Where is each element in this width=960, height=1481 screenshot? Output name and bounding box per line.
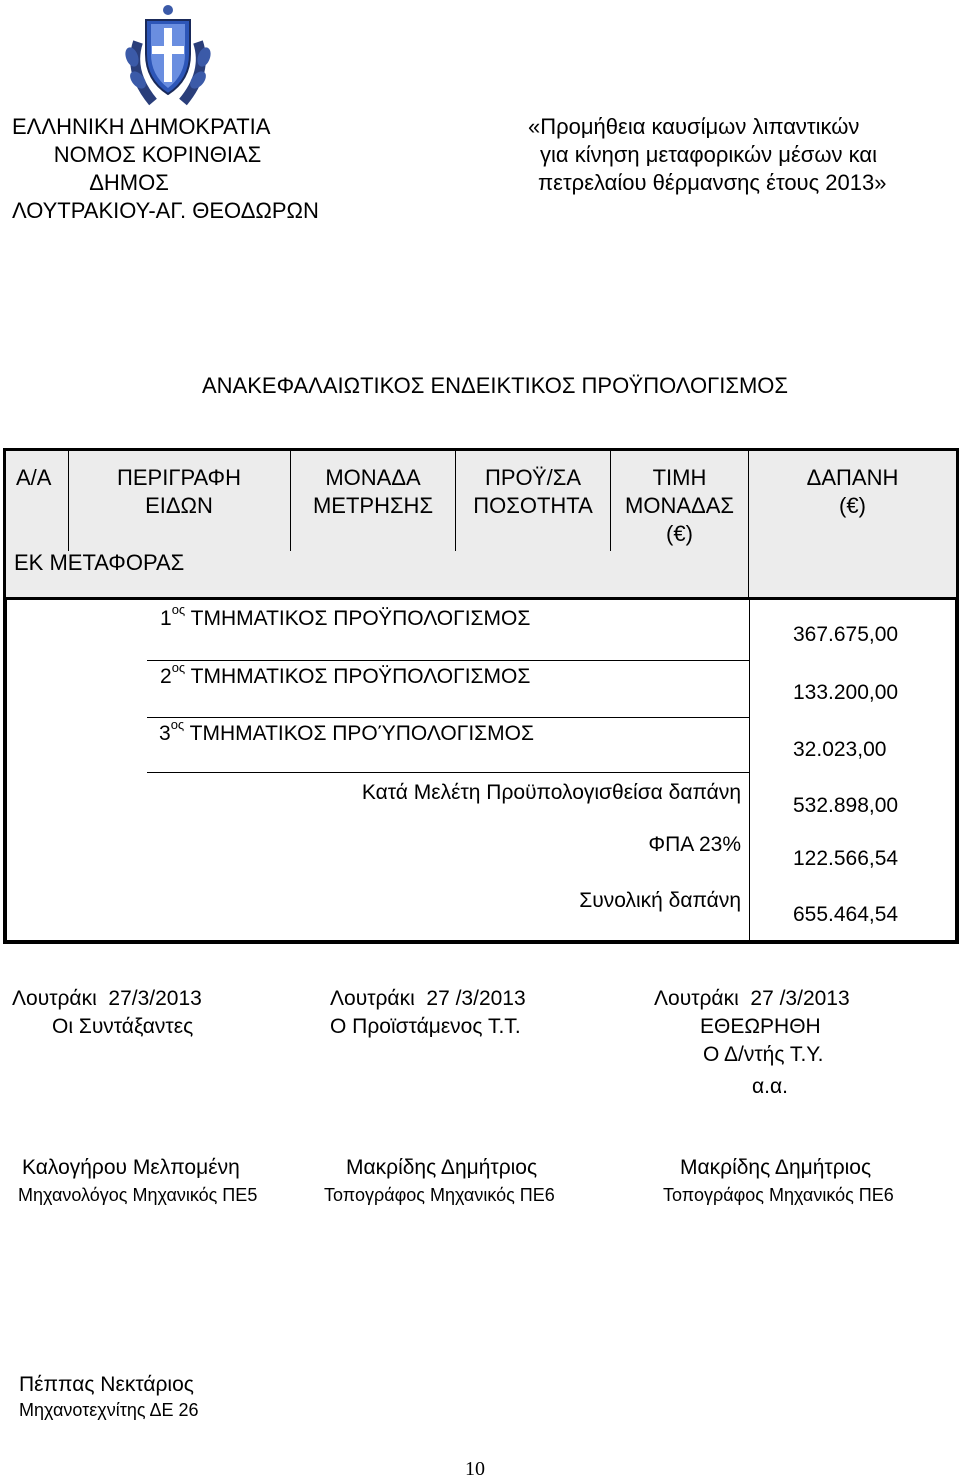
sig1-role: Οι Συντάξαντες bbox=[52, 1015, 194, 1038]
section-2-num: 2 bbox=[160, 665, 172, 688]
col-desc bbox=[69, 464, 289, 520]
sig1-title: Μηχανολόγος Μηχανικός ΠΕ5 bbox=[18, 1185, 258, 1205]
sig2-place-date: Λουτράκι 27 /3/2013 bbox=[330, 987, 526, 1010]
col-qty-line-1: ΠΡΟΫ/ΣΑ bbox=[484, 465, 582, 490]
col-ek: ΕΚ ΜΕΤΑΦΟΡΑΣ bbox=[14, 550, 185, 575]
header-left-line-3: ΔΗΜΟΣ bbox=[89, 170, 169, 195]
sig3-place-date: Λουτράκι 27 /3/2013 bbox=[654, 987, 850, 1010]
section-3-value: 32.023,00 bbox=[793, 738, 887, 761]
section-1-num: 1 bbox=[160, 607, 172, 630]
total-label-study: Κατά Μελέτη Προϋπολογισθείσα δαπάνη bbox=[361, 781, 741, 804]
sig3-title: Τοπογράφος Μηχανικός ΠΕ6 bbox=[663, 1185, 894, 1205]
header-right-line-2: για κίνηση μεταφορικών μέσων και bbox=[540, 142, 877, 167]
col-unit bbox=[291, 464, 455, 520]
header-left bbox=[0, 113, 319, 225]
header-right-line-3: πετρελαίου θέρμανσης έτους 2013» bbox=[538, 170, 887, 195]
col-qty-line-2: ΠΟΣΟΤΗΤΑ bbox=[473, 493, 593, 518]
col-desc-line-2: ΕΙΔΩΝ bbox=[145, 493, 213, 518]
col-unit-line-1: ΜΟΝΑΔΑ bbox=[325, 465, 421, 490]
section-2-label: ΤΜΗΜΑΤΙΚΟΣ ΠΡΟΫΠΟΛΟΓΙΣΜΟΣ bbox=[190, 665, 531, 688]
table-header bbox=[3, 448, 959, 600]
section-1-label: ΤΜΗΜΑΤΙΚΟΣ ΠΡΟΫΠΟΛΟΓΙΣΜΟΣ bbox=[190, 607, 531, 630]
page-title: ΑΝΑΚΕΦΑΛΑΙΩΤΙΚΟΣ ΕΝΔΕΙΚΤΙΚΟΣ ΠΡΟΫΠΟΛΟΓΙΣΜΟΣ bbox=[201, 373, 789, 398]
col-desc-line-1: ΠΕΡΙΓΡΑΦΗ bbox=[117, 465, 241, 490]
sig1-name: Καλογήρου Μελπομένη bbox=[22, 1156, 240, 1179]
sig3-name: Μακρίδης Δημήτριος bbox=[680, 1156, 872, 1179]
section-3-num: 3 bbox=[159, 722, 171, 745]
total-vat-value: 122.566,54 bbox=[793, 847, 899, 870]
header-right-line-1: «Προμήθεια καυσίμων λιπαντικών bbox=[528, 114, 860, 139]
col-price-line-3: (€) bbox=[666, 521, 693, 546]
sig3-role: ΕΘΕΩΡΗΘΗ bbox=[700, 1015, 821, 1038]
col-unit-line-2: ΜΕΤΡΗΣΗΣ bbox=[312, 493, 434, 518]
col-cost-line-1: ΔΑΠΑΝΗ bbox=[806, 465, 899, 490]
section-row-2 bbox=[160, 660, 531, 690]
col-price bbox=[611, 464, 748, 548]
sig4-title: Μηχανοτεχνίτης ΔΕ 26 bbox=[19, 1400, 199, 1420]
col-price-line-1: ΤΙΜΗ bbox=[652, 465, 707, 490]
header-left-line-1: ΕΛΛΗΝΙΚΗ ΔΗΜΟΚΡΑΤΙΑ bbox=[12, 114, 271, 139]
total-label-grand: Συνολική δαπάνη bbox=[579, 889, 741, 912]
col-aa: Α/Α bbox=[16, 465, 52, 490]
section-1-sup: ος bbox=[171, 602, 186, 617]
col-cost bbox=[749, 464, 956, 520]
section-2-sup: ος bbox=[171, 660, 186, 675]
greek-emblem-seal bbox=[118, 2, 218, 112]
sig2-title: Τοπογράφος Μηχανικός ΠΕ6 bbox=[324, 1185, 555, 1205]
section-row-3 bbox=[159, 717, 534, 747]
page-number: 10 bbox=[465, 1458, 485, 1480]
col-price-line-2: ΜΟΝΑΔΑΣ bbox=[625, 493, 734, 518]
sig1-place-date: Λουτράκι 27/3/2013 bbox=[12, 987, 202, 1010]
section-2-value: 133.200,00 bbox=[793, 681, 899, 704]
sig2-role: Ο Προϊστάμενος Τ.Τ. bbox=[330, 1015, 521, 1038]
section-3-label: ΤΜΗΜΑΤΙΚΟΣ ΠΡΟΎΠΟΛΟΓΙΣΜΟΣ bbox=[189, 722, 534, 745]
total-grand-value: 655.464,54 bbox=[793, 903, 899, 926]
sig3-role-2: Ο Δ/ντής Τ.Υ. bbox=[703, 1043, 824, 1066]
section-1-value: 367.675,00 bbox=[793, 623, 899, 646]
total-study-value: 532.898,00 bbox=[793, 794, 899, 817]
sig4-name: Πέππας Νεκτάριος bbox=[19, 1373, 194, 1396]
sig2-name: Μακρίδης Δημήτριος bbox=[346, 1156, 538, 1179]
col-qty bbox=[456, 464, 610, 520]
summary-table bbox=[3, 600, 959, 944]
section-row-1 bbox=[160, 602, 531, 632]
sig3-role-3: α.α. bbox=[752, 1075, 788, 1098]
header-left-line-4: ΛΟΥΤΡΑΚΙΟΥ-ΑΓ. ΘΕΟΔΩΡΩΝ bbox=[12, 198, 319, 223]
header-left-line-2: ΝΟΜΟΣ ΚΟΡΙΝΘΙΑΣ bbox=[53, 142, 262, 167]
header-right bbox=[520, 113, 940, 197]
section-3-sup: ος bbox=[170, 717, 185, 732]
col-cost-line-2: (€) bbox=[839, 493, 866, 518]
total-label-vat: ΦΠΑ 23% bbox=[648, 833, 741, 856]
